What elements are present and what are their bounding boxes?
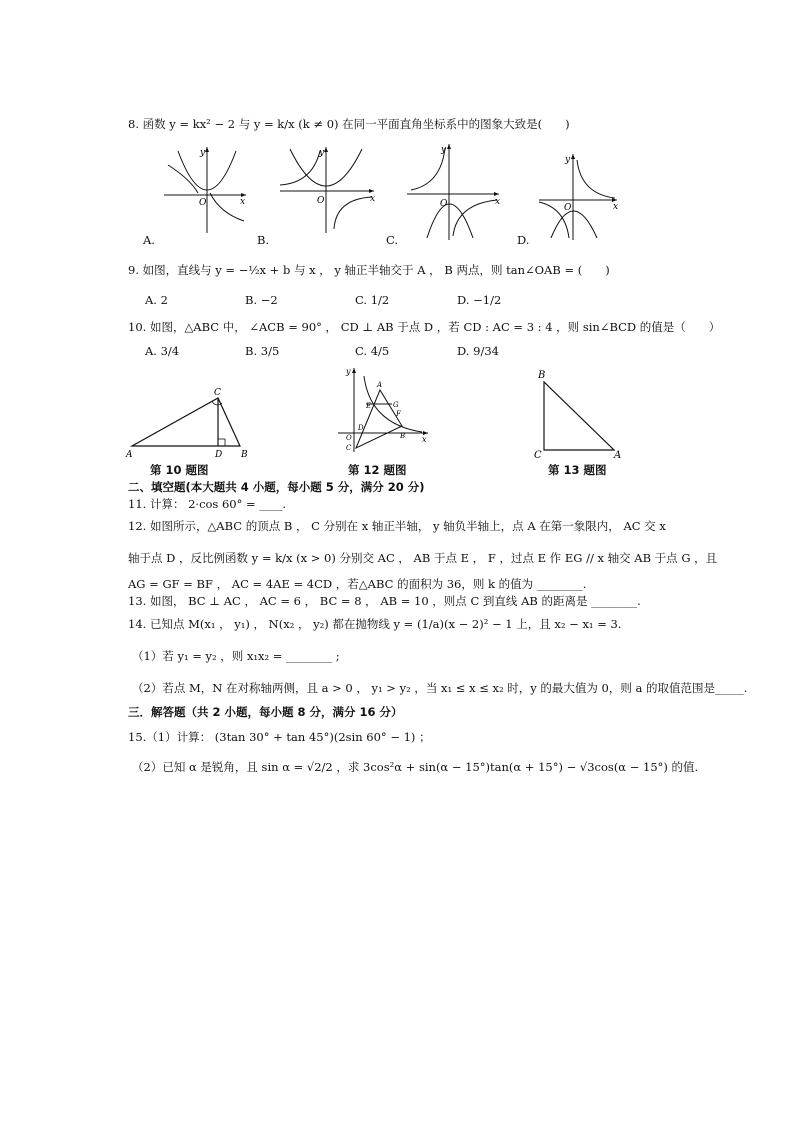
- q11-text: 11. 计算： 2·cos 60° = ____.: [128, 497, 286, 511]
- q12-line1: 12. 如图所示，△ABC 的顶点 B ， C 分别在 x 轴正半轴， y 轴负半轴上，点 A 在第一象限内， AC 交 x: [128, 519, 666, 533]
- label-o: O: [199, 198, 207, 208]
- q12-line2: 轴于点 D ，反比例函数 y = k/x (x > 0) 分别交 AC ， AB 于点 E ， F ，过点 E 作 EG // x 轴交 AB 于点 G ，且: [128, 551, 718, 565]
- svg-text:G: G: [393, 401, 399, 409]
- q8-option-a[interactable]: A.: [143, 233, 155, 247]
- svg-text:B: B: [400, 432, 406, 440]
- q8-graph-d: [535, 150, 621, 242]
- svg-text:O: O: [346, 434, 352, 442]
- q14-line2: （1）若 y₁ = y₂ ，则 x₁x₂ = ________ ;: [132, 649, 340, 663]
- figure-q10: [122, 384, 262, 460]
- svg-text:A: A: [377, 381, 383, 389]
- q9-text: 9. 如图，直线与 y = −½x + b 与 x ， y 轴正半轴交于 A ， B 两点，则 tan∠OAB = ( ): [128, 263, 610, 277]
- label-y: y: [200, 148, 206, 158]
- label-x: x: [240, 197, 246, 207]
- svg-text:E: E: [366, 402, 372, 410]
- svg-text:y: y: [346, 367, 351, 376]
- svg-text:F: F: [396, 410, 401, 418]
- caption-q10: 第 10 题图: [150, 463, 209, 477]
- q8-option-b[interactable]: B.: [257, 233, 270, 247]
- q10-option-c[interactable]: C. 4/5: [355, 344, 390, 358]
- svg-text:x: x: [422, 435, 427, 444]
- svg-text:C: C: [346, 444, 352, 452]
- q8-option-d[interactable]: D.: [517, 233, 530, 247]
- q14-line1: 14. 已知点 M(x₁ ， y₁) ， N(x₂ ， y₂) 都在抛物线 y = (1/a)(x − 2)² − 1 上，且 x₂ − x₁ = 3.: [128, 617, 622, 631]
- q15-line2: （2）已知 α 是锐角，且 sin α = √2/2 ，求 3cos²α + sin(α − 15°)tan(α + 15°) − √3cos(α − 15°) 的值.: [132, 760, 699, 774]
- svg-text:B: B: [538, 370, 546, 381]
- q10-option-a[interactable]: A. 3/4: [145, 344, 180, 358]
- caption-q12: 第 12 题图: [348, 463, 407, 477]
- q9-option-a[interactable]: A. 2: [145, 293, 168, 307]
- q8-graph-b: [276, 143, 380, 235]
- svg-text:B: B: [241, 450, 248, 460]
- q10-text: 10. 如图，△ABC 中， ∠ACB = 90° ， CD ⊥ AB 于点 D ，若 CD : AC = 3 : 4 ，则 sin∠BCD 的值是（ ）: [128, 320, 721, 334]
- svg-text:O: O: [564, 203, 572, 213]
- section3-title: 三．解答题（共 2 小题，每小题 8 分，满分 16 分）: [128, 705, 403, 719]
- q8-text: 8. 函数 y = kx² − 2 与 y = k/x (k ≠ 0) 在同一平面直角坐标系中的图象大致是( ): [128, 117, 570, 131]
- figure-q13: [534, 366, 624, 462]
- svg-text:O: O: [440, 199, 448, 209]
- q8-option-c[interactable]: C.: [386, 233, 399, 247]
- q15-line1: 15.（1）计算： (3tan 30° + tan 45°)(2sin 60° − 1) ；: [128, 730, 431, 744]
- svg-text:x: x: [495, 197, 501, 207]
- q9-option-b[interactable]: B. −2: [245, 293, 278, 307]
- q13-text: 13. 如图， BC ⊥ AC ， AC = 6 ， BC = 8 ， AB = 10 ，则点 C 到直线 AB 的距离是 ________.: [128, 594, 641, 608]
- svg-text:y: y: [565, 155, 571, 165]
- q14-line3: （2）若点 M，N 在对称轴两侧，且 a > 0 ， y₁ > y₂ ，当 x₁ ≤ x ≤ x₂ 时，y 的最大值为 0，则 a 的取值范围是_____.: [132, 681, 748, 695]
- svg-text:x: x: [370, 194, 376, 204]
- section2-title: 二、填空题(本大题共 4 小题，每小题 5 分，满分 20 分): [128, 480, 425, 494]
- svg-text:A: A: [126, 450, 133, 460]
- svg-text:C: C: [534, 450, 542, 461]
- svg-text:y: y: [441, 145, 447, 155]
- q12-line3: AG = GF = BF ， AC = 4AE = 4CD ，若△ABC 的面积为 36，则 k 的值为 ________.: [128, 577, 587, 591]
- q10-option-d[interactable]: D. 9/34: [457, 344, 499, 358]
- figure-q12: [336, 366, 436, 454]
- svg-text:D: D: [358, 424, 364, 432]
- q9-option-c[interactable]: C. 1/2: [355, 293, 390, 307]
- q10-option-b[interactable]: B. 3/5: [245, 344, 280, 358]
- svg-text:O: O: [317, 196, 325, 206]
- svg-text:D: D: [215, 450, 223, 460]
- svg-text:C: C: [214, 388, 221, 398]
- q8-graph-a: [160, 143, 250, 235]
- svg-text:x: x: [613, 202, 619, 212]
- q8-graph-c: [403, 140, 503, 242]
- svg-text:y: y: [319, 148, 325, 158]
- q9-option-d[interactable]: D. −1/2: [457, 293, 502, 307]
- svg-text:A: A: [614, 450, 622, 461]
- caption-q13: 第 13 题图: [548, 463, 607, 477]
